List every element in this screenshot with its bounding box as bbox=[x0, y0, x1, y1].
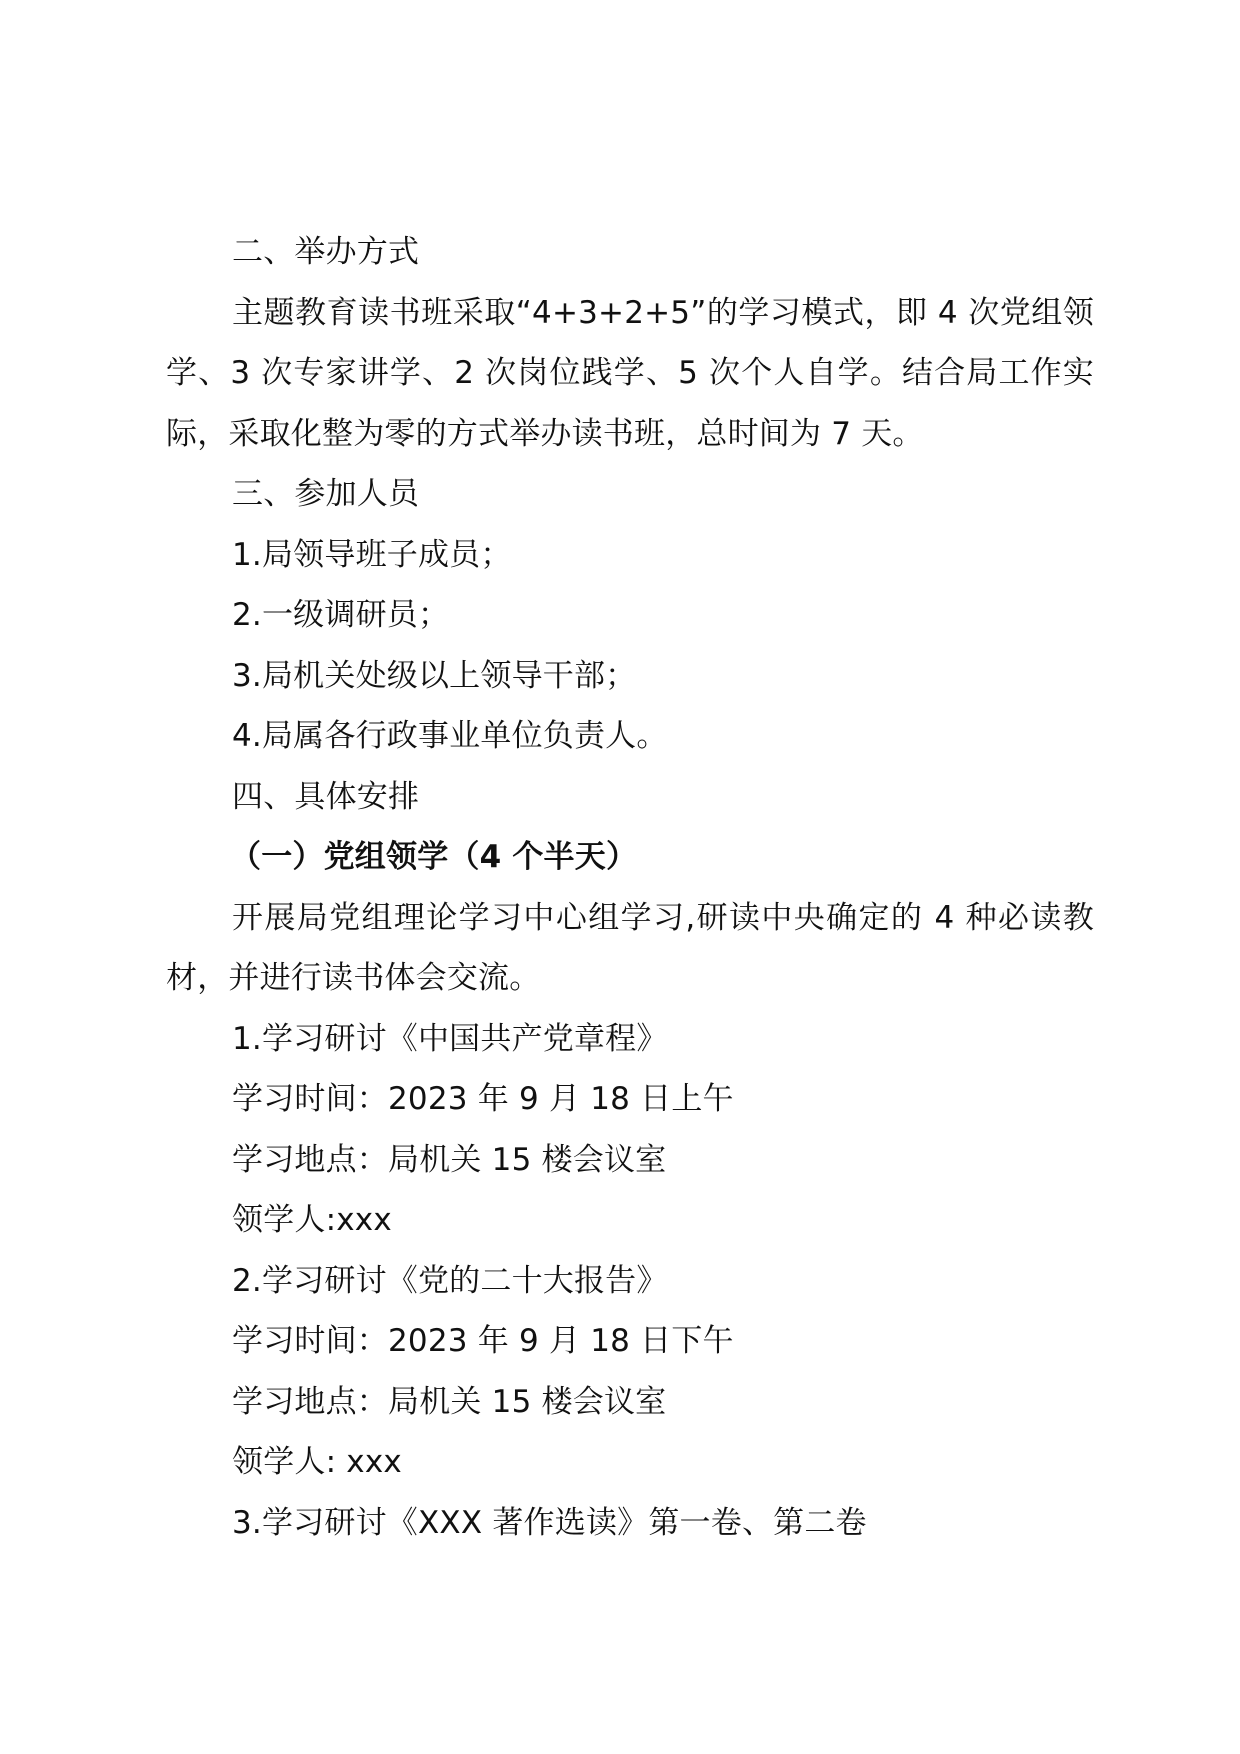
study-item-time: 学习时间：2023 年 9 月 18 日上午 bbox=[232, 1081, 734, 1117]
participant-item: 1.局领导班子成员； bbox=[232, 536, 512, 573]
document-body bbox=[166, 222, 1094, 1553]
study-item-title: 2.学习研讨《党的二十大报告》 bbox=[232, 1262, 668, 1299]
study-item-place: 学习地点：局机关 15 楼会议室 bbox=[232, 1383, 667, 1420]
study-item-time: 学习时间：2023 年 9 月 18 日下午 bbox=[232, 1323, 734, 1359]
participant-item: 3.局机关处级以上领导干部； bbox=[232, 657, 637, 694]
study-item-leader: 领学人: xxx bbox=[232, 1444, 402, 1480]
participant-item: 2.一级调研员； bbox=[232, 597, 450, 633]
study-item-title: 1.学习研讨《中国共产党章程》 bbox=[232, 1020, 668, 1057]
study-item-title: 3.学习研讨《XXX 著作选读》第一卷、第二卷 bbox=[232, 1504, 867, 1541]
section-heading-participants: 三、参加人员 bbox=[232, 476, 420, 512]
study-item-place: 学习地点：局机关 15 楼会议室 bbox=[232, 1141, 667, 1178]
section-heading-schedule: 四、具体安排 bbox=[232, 778, 420, 815]
section-heading-method: 二、举办方式 bbox=[232, 234, 420, 270]
subsection-heading-party-study: （一）党组领学（4 个半天） bbox=[230, 839, 638, 875]
participant-item: 4.局属各行政事业单位负责人。 bbox=[232, 718, 668, 754]
method-paragraph: 主题教育读书班采取“4+3+2+5”的学习模式，即 4 次党组领学、3 次专家讲学、2 次岗位践学、5 次个人自学。结合局工作实际，采取化整为零的方式举办读书班，总时间为 7 天。 bbox=[166, 294, 1094, 452]
study-item-leader: 领学人:xxx bbox=[232, 1202, 392, 1238]
party-study-paragraph: 开展局党组理论学习中心组学习,研读中央确定的 4 种必读教材，并进行读书体会交流。 bbox=[166, 899, 1094, 996]
